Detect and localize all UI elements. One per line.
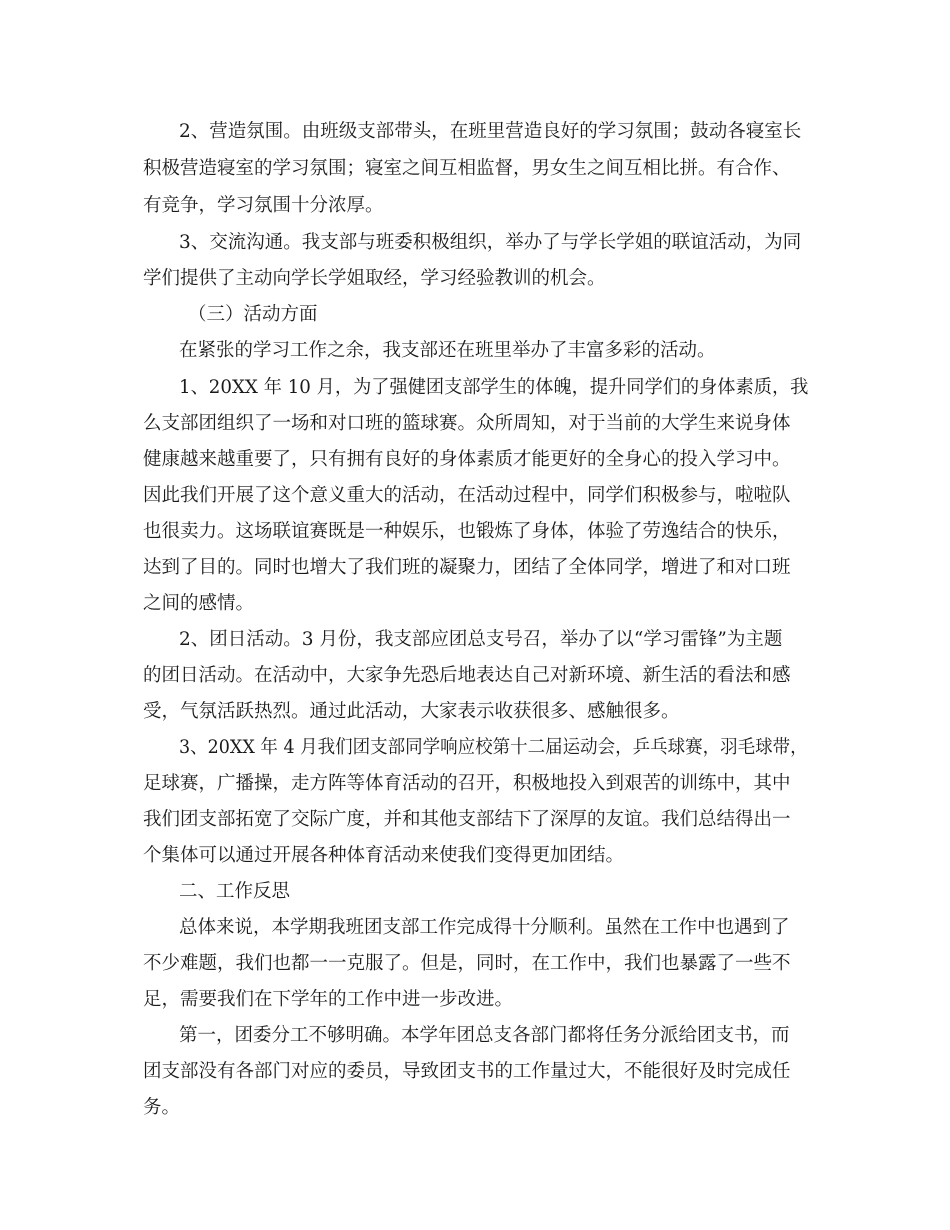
text-line: 积极营造寝室的学习氛围；寝室之间互相监督，男女生之间互相比拼。有合作、: [143, 158, 791, 179]
text-line: 3、交流沟通。我支部与班委积极组织，举办了与学长学姐的联谊活动，为同: [179, 232, 802, 253]
text-line: 团支部没有各部门对应的委员，导致团支书的工作量过大，不能很好及时完成任: [143, 1061, 791, 1082]
section-heading: 二、工作反思: [179, 881, 291, 902]
text-line: 也很卖力。这场联谊赛既是一种娱乐，也锻炼了身体，体验了劳逸结合的快乐，: [143, 521, 791, 542]
text-line: 受，气氛活跃热烈。通过此活动，大家表示收获很多、感触很多。: [143, 701, 680, 722]
text-line: 3、20XX 年 4 月我们团支部同学响应校第十二届运动会，乒乓球赛，羽毛球带，: [179, 737, 808, 758]
text-line: 之间的感情。: [143, 593, 255, 614]
text-line: 不少难题，我们也都一一克服了。但是，同时，在工作中，我们也暴露了一些不: [143, 953, 791, 974]
text-line: 个集体可以通过开展各种体育活动来使我们变得更加团结。: [143, 845, 625, 866]
text-line: 学们提供了主动向学长学姐取经，学习经验教训的机会。: [143, 268, 606, 289]
text-line: 1、20XX 年 10 月，为了强健团支部学生的体魄，提升同学们的身体素质，我: [179, 377, 809, 398]
text-line: 的团日活动。在活动中，大家争先恐后地表达自己对新环境、新生活的看法和感: [143, 665, 791, 686]
text-line: 么支部团组织了一场和对口班的篮球赛。众所周知，对于当前的大学生来说身体: [143, 413, 791, 434]
text-line: 第一，团委分工不够明确。本学年团总支各部门都将任务分派给团支书，而: [179, 1025, 790, 1046]
text-line: 2、团日活动。3 月份，我支部应团总支号召，举办了以“学习雷锋”为主题: [179, 629, 783, 650]
text-line: 我们团支部拓宽了交际广度，并和其他支部结下了深厚的友谊。我们总结得出一: [143, 809, 791, 830]
text-line: 足球赛，广播操，走方阵等体育活动的召开，积极地投入到艰苦的训练中，其中: [143, 773, 791, 794]
text-line: 在紧张的学习工作之余，我支部还在班里举办了丰富多彩的活动。: [179, 340, 716, 361]
text-line: 有竞争，学习氛围十分浓厚。: [143, 195, 384, 216]
text-line: 总体来说，本学期我班团支部工作完成得十分顺利。虽然在工作中也遇到了: [179, 917, 790, 938]
text-line: 2、营造氛围。由班级支部带头，在班里营造良好的学习氛围；鼓动各寝室长: [179, 121, 802, 142]
section-heading: （三）活动方面: [188, 304, 318, 325]
text-line: 因此我们开展了这个意义重大的活动，在活动过程中，同学们积极参与，啦啦队: [143, 485, 791, 506]
text-line: 达到了目的。同时也增大了我们班的凝聚力，团结了全体同学，增进了和对口班: [143, 557, 791, 578]
text-line: 健康越来越重要了，只有拥有良好的身体素质才能更好的全身心的投入学习中。: [143, 449, 791, 470]
text-line: 务。: [143, 1097, 181, 1118]
text-line: 足，需要我们在下学年的工作中进一步改进。: [143, 989, 514, 1010]
